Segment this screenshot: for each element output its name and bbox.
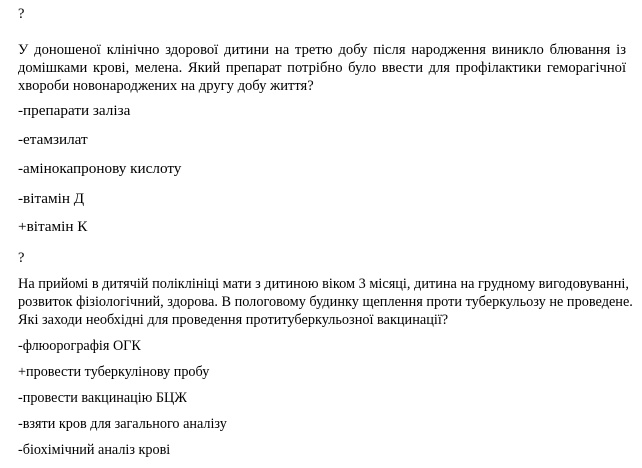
- question-2-option-4: -взяти кров для загального аналізу: [18, 416, 227, 432]
- question-2-text-line-1: На прийомі в дитячій поліклініці мати з дитиною віком 3 місяці, дитина на грудному вигодовуванні,: [18, 276, 629, 292]
- question-2-option-2: +провести туберкулінову пробу: [18, 364, 210, 380]
- question-1-option-3: -амінокапронову кислоту: [18, 160, 182, 177]
- question-2-option-3: -провести вакцинацію БЦЖ: [18, 390, 187, 406]
- question-2-option-1: -флюорографія ОГК: [18, 338, 141, 354]
- question-1-text-line-3: хвороби новонароджених на другу добу життя?: [18, 78, 314, 94]
- question-1-text-line-1: У доношеної клінічно здорової дитини на третю добу після народження виникло блювання із: [18, 42, 626, 58]
- question-1-option-2: -етамзилат: [18, 131, 88, 148]
- question-2-text-line-2: розвиток фізіологічний, здорова. В пологовому будинку щеплення проти туберкульозу не проведене.: [18, 294, 633, 310]
- question-2-marker: ?: [18, 250, 25, 266]
- question-1-marker: ?: [18, 6, 25, 22]
- question-1-option-1: -препарати заліза: [18, 102, 131, 119]
- question-1-text-line-2: домішками крові, мелена. Який препарат потрібно було ввести для профілактики геморагічної: [18, 60, 626, 76]
- question-1-option-5: +вітамін К: [18, 218, 88, 235]
- question-2-text-line-3: Які заходи необхідні для проведення протитуберкульозної вакцинації?: [18, 312, 449, 328]
- question-1-option-4: -вітамін Д: [18, 190, 85, 207]
- question-2-option-5: -біохімічний аналіз крові: [18, 442, 171, 458]
